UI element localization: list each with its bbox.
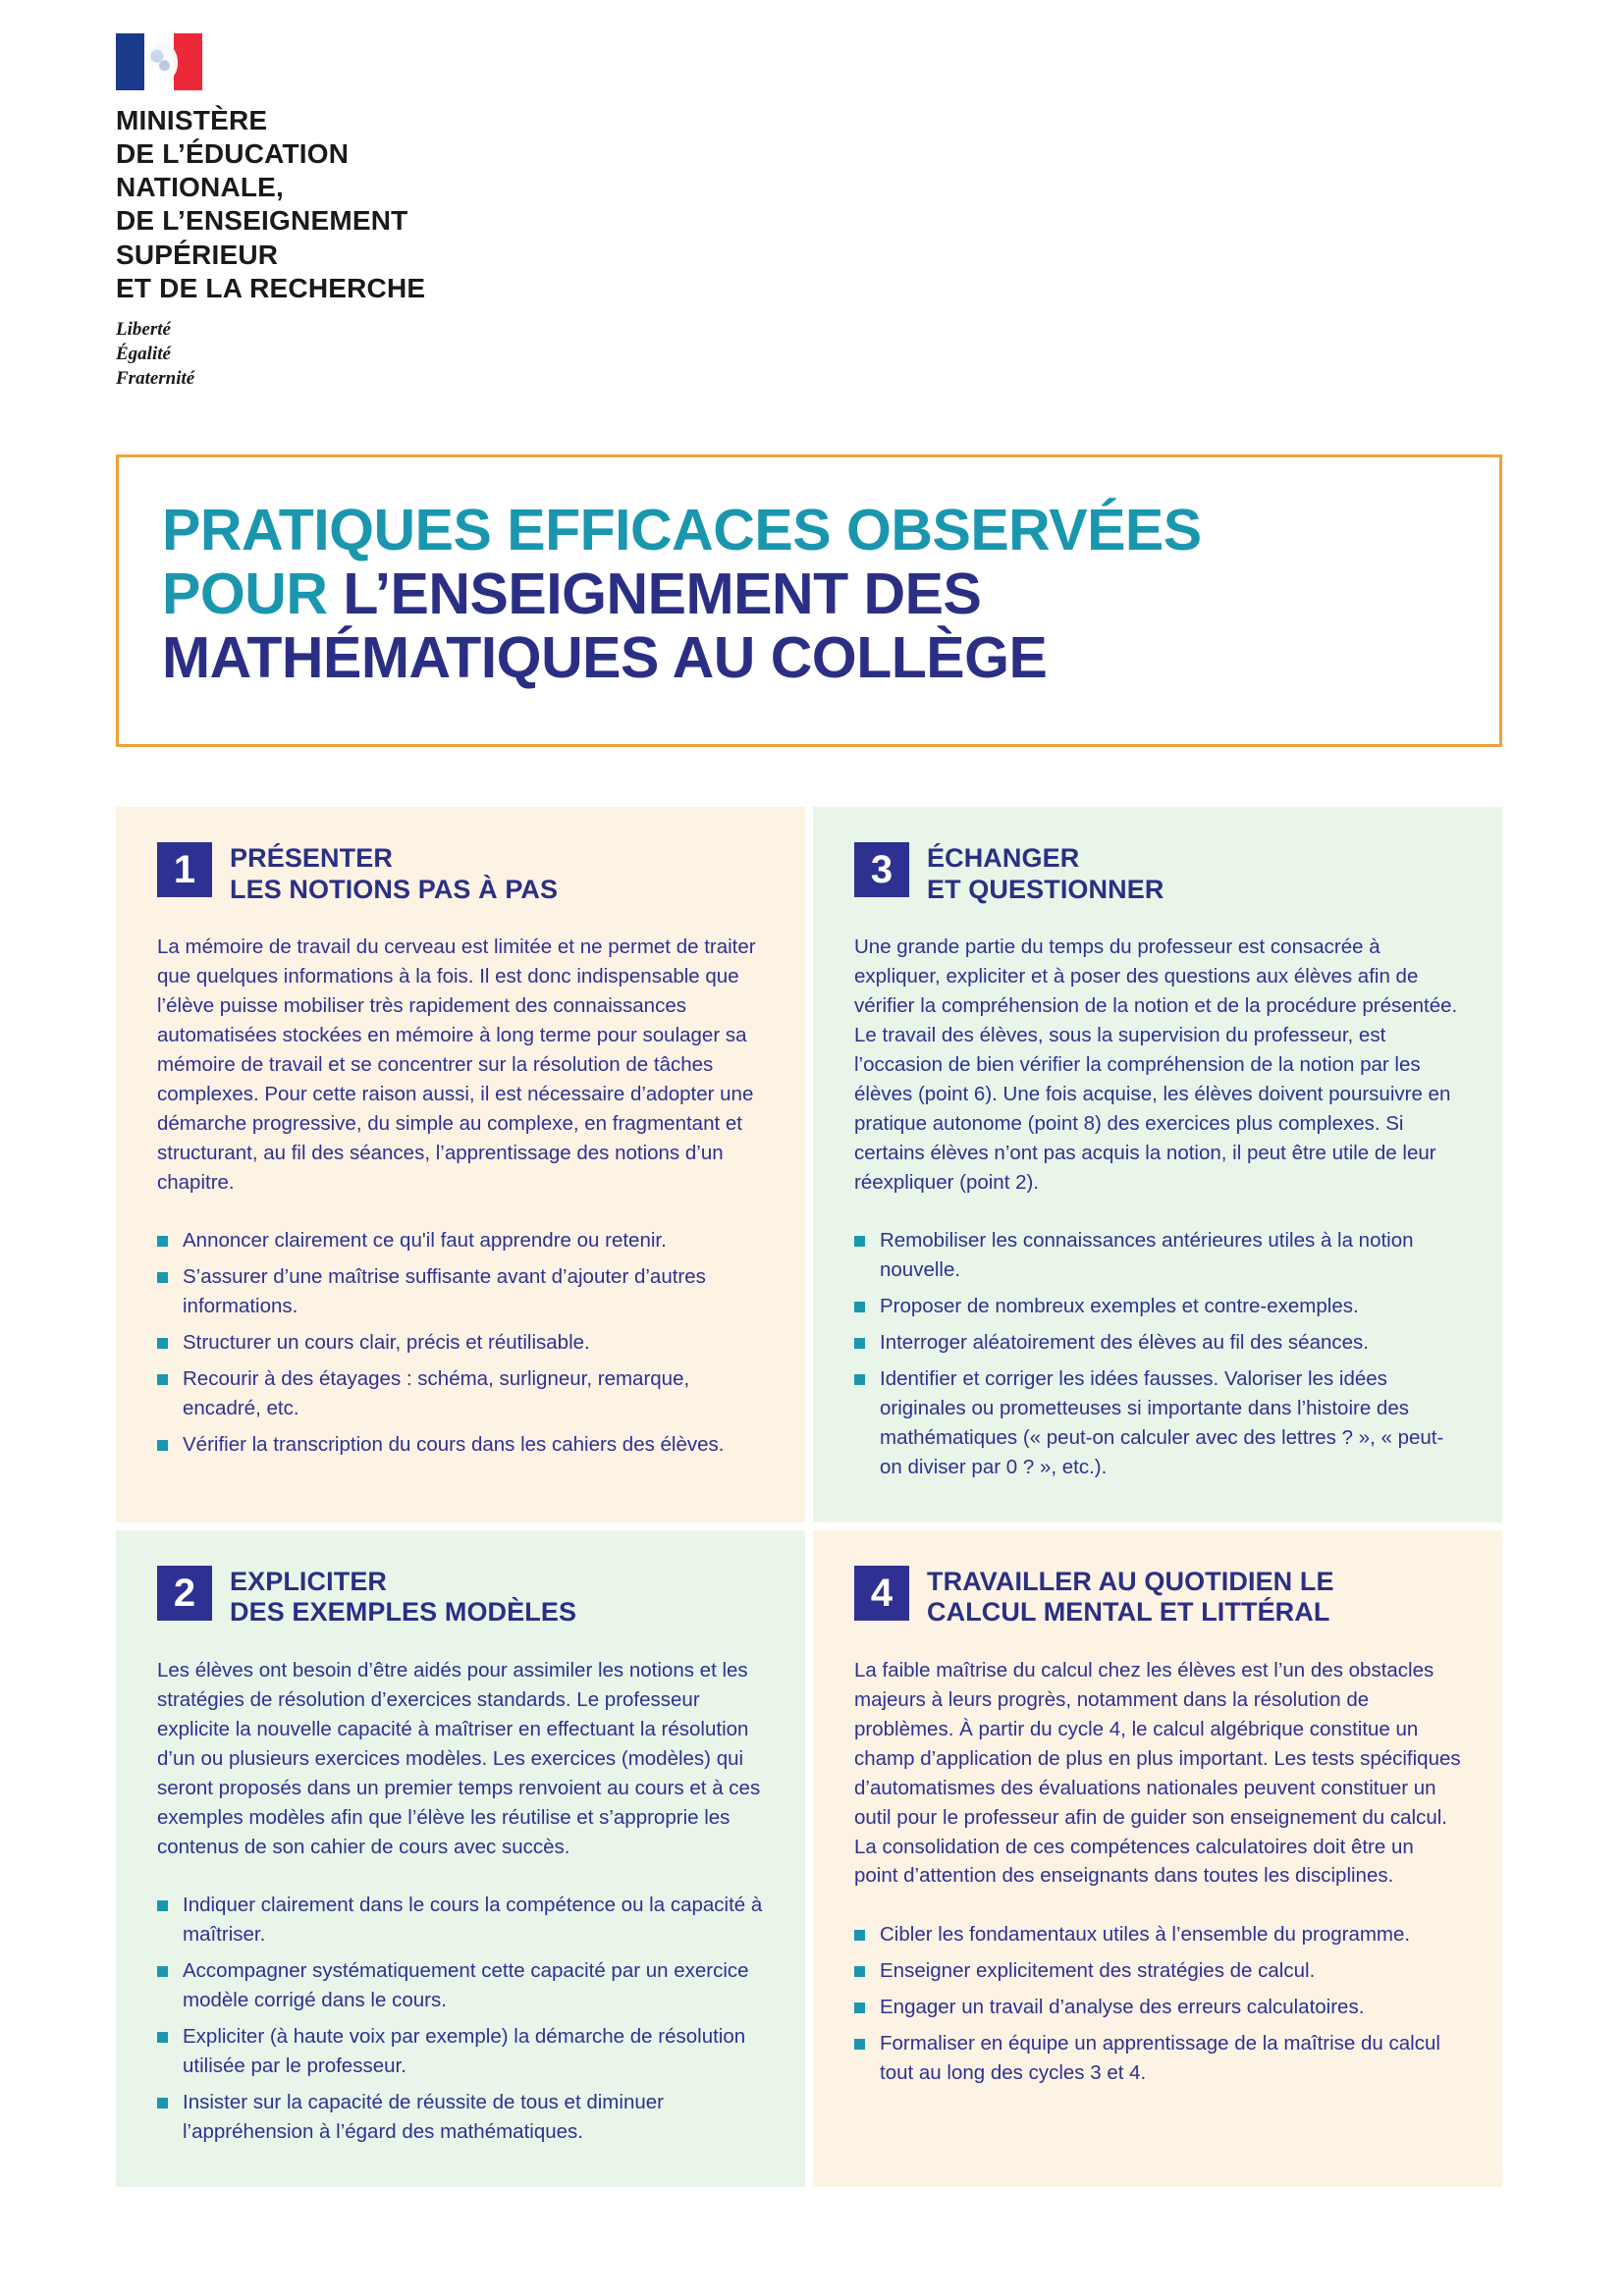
card-title-line: CALCUL MENTAL ET LITTÉRAL	[927, 1597, 1330, 1628]
card-title-line: EXPLICITER	[230, 1566, 388, 1596]
ministry-name-line: DE L’ÉDUCATION	[116, 138, 350, 170]
list-item: Formaliser en équipe un apprentissage de la maîtrise du calcul tout au long des cycles 3 et 4.	[854, 2029, 1461, 2088]
card-body	[157, 933, 764, 1460]
list-item: Recourir à des étayages : schéma, surligneur, remarque, encadré, etc.	[157, 1364, 764, 1423]
practice-card-3	[813, 807, 1502, 1522]
page-title-line-1: PRATIQUES EFFICACES OBSERVÉES	[162, 498, 1202, 562]
list-item: Accompagner systématiquement cette capacité par un exercice modèle corrigé dans le cours.	[157, 1956, 764, 2015]
practice-card-4	[813, 1530, 1502, 2187]
list-item: Annoncer clairement ce qu'il faut apprendre ou retenir.	[157, 1226, 764, 1255]
ministry-header	[116, 33, 626, 391]
republic-motto	[116, 317, 626, 391]
card-paragraph: La faible maîtrise du calcul chez les élèves est l’un des obstacles majeurs à leurs progrès, notamment dans la résolution de problèmes. À partir du cycle 4, le calcul algébrique constitue un champ d’application de plus en plus important. Les tests spécifiques d’automatismes des évaluations nationales peuvent constituer un outil pour le professeur afin de guider son enseignement du calcul. La consolidation de ces compétences calculatoires doit être un point d’attention des enseignants dans toutes les disciplines.	[854, 1658, 1461, 1888]
list-item: Cibler les fondamentaux utiles à l’ensemble du programme.	[854, 1920, 1461, 1949]
card-title-line: ÉCHANGER	[927, 843, 1080, 873]
card-header	[157, 1566, 764, 1629]
card-header	[854, 1566, 1461, 1629]
title-banner	[116, 454, 1502, 747]
ministry-name	[116, 104, 626, 305]
card-body	[157, 1656, 764, 2147]
ministry-name-line: SUPÉRIEUR	[116, 239, 279, 270]
practice-card-1	[116, 807, 805, 1522]
card-paragraph: Les élèves ont besoin d’être aidés pour assimiler les notions et les stratégies de résolution d’exercices standards. Le professeur explicite la nouvelle capacité à maîtriser en effectuant la résolution d’un ou plusieurs exercices modèles. Les exercices (modèles) qui seront proposés dans un premier temps renvoient au cours et à ces exemples modèles afin que l’élève les réutilise et s’approprie les contenus de son cahier de cours avec succès.	[157, 1658, 761, 1858]
card-body	[854, 933, 1461, 1482]
card-title	[927, 842, 1164, 905]
card-number-badge: 4	[854, 1566, 909, 1621]
ministry-name-line: NATIONALE,	[116, 172, 285, 203]
list-item: Interroger aléatoirement des élèves au fil des séances.	[854, 1328, 1461, 1358]
card-title	[230, 1566, 576, 1629]
list-item: Enseigner explicitement des stratégies de calcul.	[854, 1956, 1461, 1986]
card-bullet-list	[157, 1226, 764, 1459]
card-title-line: DES EXEMPLES MODÈLES	[230, 1597, 577, 1628]
list-item: Indiquer clairement dans le cours la compétence ou la capacité à maîtriser.	[157, 1891, 764, 1949]
practices-grid	[116, 807, 1502, 2187]
card-title	[927, 1566, 1334, 1629]
page-title-line-2: L’ENSEIGNEMENT DES	[343, 561, 982, 626]
card-body	[854, 1656, 1461, 2088]
ministry-name-line: ET DE LA RECHERCHE	[116, 272, 426, 303]
practice-card-2	[116, 1530, 805, 2187]
page-title	[162, 499, 1456, 690]
ministry-name-line: DE L’ENSEIGNEMENT	[116, 205, 408, 237]
page-title-line-3: MATHÉMATIQUES AU COLLÈGE	[162, 624, 1048, 690]
card-number-badge: 1	[157, 842, 212, 897]
list-item: Identifier et corriger les idées fausses. Valoriser les idées originales ou prometteuses si importante dans l’histoire des mathématiques (« peut-on calculer avec des lettres ? », « peut-on diviser par 0 ? », etc.).	[854, 1364, 1461, 1482]
card-bullet-list	[854, 1920, 1461, 2088]
list-item: Insister sur la capacité de réussite de tous et diminuer l’appréhension à l’égard des mathématiques.	[157, 2088, 764, 2147]
card-title-line: ET QUESTIONNER	[927, 874, 1164, 904]
card-number-badge: 3	[854, 842, 909, 897]
french-flag-icon	[116, 33, 202, 90]
list-item: Vérifier la transcription du cours dans les cahiers des élèves.	[157, 1430, 764, 1460]
flag-red-band	[174, 33, 202, 90]
card-title	[230, 842, 558, 905]
card-paragraph: Une grande partie du temps du professeur est consacrée à expliquer, expliciter et à poser des questions aux élèves afin de vérifier la compréhension de la notion et de la procédure présentée. Le travail des élèves, sous la supervision du professeur, est l’occasion de bien vérifier la compréhension de la notion par les élèves (point 6). Une fois acquise, les élèves doivent poursuivre en pratique autonome (point 8) des exercices plus complexes. Si certains élèves n’ont pas acquis la notion, il peut être utile de leur réexpliquer (point 2).	[854, 935, 1458, 1194]
list-item: Remobiliser les connaissances antérieures utiles à la notion nouvelle.	[854, 1226, 1461, 1285]
card-bullet-list	[157, 1891, 764, 2146]
list-item: Expliciter (à haute voix par exemple) la démarche de résolution utilisée par le professeur.	[157, 2022, 764, 2081]
flag-marianne-band	[144, 33, 174, 90]
card-title-line: LES NOTIONS PAS À PAS	[230, 874, 559, 904]
list-item: S’assurer d’une maîtrise suffisante avant d’ajouter d’autres informations.	[157, 1262, 764, 1321]
ministry-name-line: MINISTÈRE	[116, 105, 268, 135]
card-title-line: TRAVAILLER AU QUOTIDIEN LE	[927, 1566, 1334, 1596]
card-header	[854, 842, 1461, 905]
list-item: Engager un travail d’analyse des erreurs calculatoires.	[854, 1993, 1461, 2022]
card-paragraph: La mémoire de travail du cerveau est limitée et ne permet de traiter que quelques informations à la fois. Il est donc indispensable que l’élève puisse mobiliser très rapidement des connaissances automatisées stockées en mémoire à long terme pour soulager sa mémoire de travail et se concentrer sur la résolution de tâches complexes. Pour cette raison aussi, il est nécessaire d’adopter une démarche progressive, du simple au complexe, en fragmentant et structurant, au fil des séances, l’apprentissage des notions d’un chapitre.	[157, 935, 756, 1194]
card-title-line: PRÉSENTER	[230, 843, 393, 873]
motto-line: Égalité	[116, 344, 171, 365]
motto-line: Liberté	[116, 318, 171, 340]
page-title-pour: POUR	[162, 561, 328, 626]
motto-line: Fraternité	[116, 368, 195, 390]
card-header	[157, 842, 764, 905]
card-bullet-list	[854, 1226, 1461, 1481]
list-item: Proposer de nombreux exemples et contre-exemples.	[854, 1292, 1461, 1321]
list-item: Structurer un cours clair, précis et réutilisable.	[157, 1328, 764, 1358]
card-number-badge: 2	[157, 1566, 212, 1621]
flag-blue-band	[116, 33, 144, 90]
